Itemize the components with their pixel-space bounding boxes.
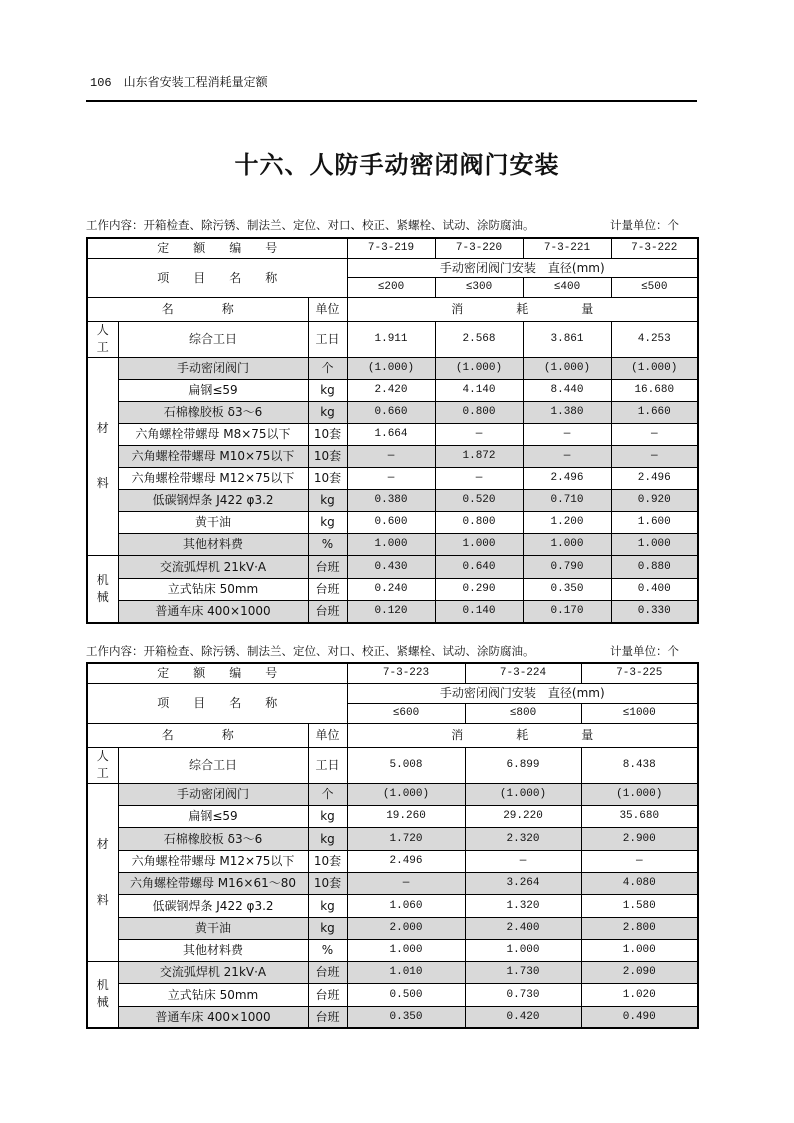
value-cell: 1.600 (611, 511, 698, 533)
quota-code-cell: 7-3-219 (347, 238, 435, 258)
item-name-label: 项目名称 (157, 270, 302, 285)
value-cell: 6.899 (465, 747, 581, 783)
value-cell: 1.010 (347, 961, 465, 983)
value-cell: (1.000) (523, 357, 611, 379)
item-name-cell: 普通车床 400×1000 (118, 1006, 308, 1028)
unit-cell: 个 (308, 783, 347, 805)
table-row (87, 872, 698, 894)
quota-code-label-cell (87, 238, 347, 258)
spec-row (87, 683, 698, 703)
value-cell: 2.000 (347, 917, 465, 939)
value-cell: — (347, 445, 435, 467)
value-cell: 0.240 (347, 578, 435, 600)
table-row (87, 939, 698, 961)
value-cell: 0.290 (435, 578, 523, 600)
quota-code-cell: 7-3-223 (347, 663, 465, 683)
value-cell: — (611, 445, 698, 467)
diameter-cell: ≤400 (523, 277, 611, 297)
unit-cell: 10套 (308, 467, 347, 489)
item-name-cell: 六角螺栓带螺母 M10×75以下 (118, 445, 308, 467)
category-label: 机械 (96, 572, 109, 604)
value-cell: — (581, 850, 698, 872)
quota-table-1 (86, 237, 699, 624)
item-name-cell: 综合工日 (118, 747, 308, 783)
table-row (87, 827, 698, 850)
unit-cell: 台班 (308, 983, 347, 1006)
value-cell: 29.220 (465, 805, 581, 827)
unit-cell: kg (308, 379, 347, 401)
table-row (87, 555, 698, 578)
value-cell: 0.490 (581, 1006, 698, 1028)
value-cell: — (435, 423, 523, 445)
value-cell: 1.380 (523, 401, 611, 423)
value-cell: 0.660 (347, 401, 435, 423)
value-cell: 1.000 (523, 533, 611, 555)
value-cell: 2.400 (465, 917, 581, 939)
item-name-cell: 六角螺栓带螺母 M8×75以下 (118, 423, 308, 445)
item-name-cell: 综合工日 (118, 321, 308, 357)
quota-code-row (87, 238, 698, 258)
value-cell: — (523, 445, 611, 467)
value-cell: 35.680 (581, 805, 698, 827)
value-cell: 2.900 (581, 827, 698, 850)
table-row (87, 423, 698, 445)
value-cell: (1.000) (581, 783, 698, 805)
table-row (87, 747, 698, 783)
table-row (87, 805, 698, 827)
value-cell: 1.000 (347, 939, 465, 961)
item-name-cell: 普通车床 400×1000 (118, 600, 308, 623)
unit-cell: kg (308, 401, 347, 423)
value-cell: 4.080 (581, 872, 698, 894)
unit-cell: 台班 (308, 600, 347, 623)
category-label: 材料 (96, 837, 109, 907)
unit-cell: 10套 (308, 423, 347, 445)
table-row (87, 894, 698, 917)
category-cell-machinery (87, 555, 118, 623)
running-head (90, 74, 268, 91)
value-cell: — (435, 467, 523, 489)
value-cell: 1.580 (581, 894, 698, 917)
unit-cell: % (308, 939, 347, 961)
book-title: 山东省安装工程消耗量定额 (123, 75, 268, 89)
diameter-cell: ≤300 (435, 277, 523, 297)
value-cell: 0.350 (347, 1006, 465, 1028)
quota-code-label-cell (87, 663, 347, 683)
diameter-cell: ≤500 (611, 277, 698, 297)
quota-code-cell: 7-3-221 (523, 238, 611, 258)
table-row (87, 961, 698, 983)
measurement-unit-note: 计量单位：个 (610, 218, 679, 232)
value-cell: 16.680 (611, 379, 698, 401)
value-cell: 1.000 (465, 939, 581, 961)
work-content: 工作内容：开箱检查、除污锈、制法兰、定位、对口、校正、紧螺栓、试动、涂防腐油。 (86, 644, 535, 658)
value-cell: 1.060 (347, 894, 465, 917)
unit-cell: kg (308, 805, 347, 827)
unit-cell: 10套 (308, 850, 347, 872)
value-cell: (1.000) (611, 357, 698, 379)
consumption-header-cell (347, 297, 698, 321)
table-row (87, 600, 698, 623)
spec-cell: 手动密闭阀门安装 直径(mm) (347, 683, 698, 703)
work-content: 工作内容：开箱检查、除污锈、制法兰、定位、对口、校正、紧螺栓、试动、涂防腐油。 (86, 218, 535, 232)
table-row (87, 850, 698, 872)
value-cell: 0.500 (347, 983, 465, 1006)
quota-code-cell: 7-3-222 (611, 238, 698, 258)
table-row (87, 401, 698, 423)
value-cell: 1.000 (347, 533, 435, 555)
item-name-cell: 石棉橡胶板 δ3～6 (118, 401, 308, 423)
name-header-cell (87, 297, 308, 321)
value-cell: 1.664 (347, 423, 435, 445)
quota-code-label: 定额编号 (157, 666, 302, 681)
value-cell: (1.000) (347, 783, 465, 805)
category-label: 人工 (96, 323, 109, 354)
category-cell-materials (87, 357, 118, 555)
value-cell: 1.000 (611, 533, 698, 555)
value-cell: — (523, 423, 611, 445)
value-cell: 4.140 (435, 379, 523, 401)
item-name-cell: 黄干油 (118, 917, 308, 939)
value-cell: 0.400 (611, 578, 698, 600)
value-cell: 0.710 (523, 489, 611, 511)
item-name-cell: 扁钢≤59 (118, 805, 308, 827)
value-cell: — (347, 872, 465, 894)
header-rule (86, 100, 697, 102)
quota-code-cell: 7-3-225 (581, 663, 698, 683)
value-cell: — (611, 423, 698, 445)
unit-cell: kg (308, 489, 347, 511)
table-row (87, 445, 698, 467)
category-label: 机械 (96, 978, 109, 1010)
spec-row (87, 258, 698, 277)
value-cell: 0.520 (435, 489, 523, 511)
value-cell: 2.496 (523, 467, 611, 489)
item-name-cell: 其他材料费 (118, 533, 308, 555)
item-name-cell: 六角螺栓带螺母 M16×61～80 (118, 872, 308, 894)
value-cell: 2.090 (581, 961, 698, 983)
column-header-row (87, 297, 698, 321)
category-label: 人工 (96, 749, 109, 780)
item-name-cell: 立式钻床 50mm (118, 578, 308, 600)
consumption-header: 消耗量 (451, 302, 647, 316)
unit-cell: 工日 (308, 321, 347, 357)
unit-cell: 工日 (308, 747, 347, 783)
item-name-cell: 低碳钢焊条 J422 φ3.2 (118, 489, 308, 511)
table-row (87, 917, 698, 939)
value-cell: 0.350 (523, 578, 611, 600)
unit-cell: kg (308, 894, 347, 917)
item-name-cell: 石棉橡胶板 δ3～6 (118, 827, 308, 850)
unit-cell: 台班 (308, 578, 347, 600)
quota-table-2 (86, 662, 699, 1029)
value-cell: 0.380 (347, 489, 435, 511)
unit-header-cell: 单位 (308, 723, 347, 747)
value-cell: 2.320 (465, 827, 581, 850)
value-cell: (1.000) (347, 357, 435, 379)
category-cell-materials (87, 783, 118, 961)
measurement-unit-note: 计量单位：个 (610, 644, 679, 658)
quota-code-label: 定额编号 (157, 241, 302, 256)
quota-code-cell: 7-3-224 (465, 663, 581, 683)
unit-cell: 10套 (308, 445, 347, 467)
item-name-label-cell (87, 683, 347, 723)
value-cell: 3.861 (523, 321, 611, 357)
value-cell: 1.872 (435, 445, 523, 467)
item-name-cell: 黄干油 (118, 511, 308, 533)
unit-cell: kg (308, 511, 347, 533)
value-cell: 1.720 (347, 827, 465, 850)
item-name-cell: 其他材料费 (118, 939, 308, 961)
value-cell: 1.660 (611, 401, 698, 423)
table-row (87, 511, 698, 533)
value-cell: 1.320 (465, 894, 581, 917)
value-cell: (1.000) (465, 783, 581, 805)
value-cell: 2.420 (347, 379, 435, 401)
value-cell: 0.800 (435, 401, 523, 423)
item-name-cell: 低碳钢焊条 J422 φ3.2 (118, 894, 308, 917)
value-cell: 0.880 (611, 555, 698, 578)
column-header-row (87, 723, 698, 747)
item-name-cell: 手动密闭阀门 (118, 357, 308, 379)
name-header-cell (87, 723, 308, 747)
unit-cell: 台班 (308, 555, 347, 578)
table-row (87, 321, 698, 357)
item-name-cell: 扁钢≤59 (118, 379, 308, 401)
unit-cell: kg (308, 917, 347, 939)
value-cell: 0.120 (347, 600, 435, 623)
value-cell: 2.568 (435, 321, 523, 357)
item-name-label-cell (87, 258, 347, 297)
table-row (87, 357, 698, 379)
value-cell: 0.640 (435, 555, 523, 578)
unit-cell: 台班 (308, 961, 347, 983)
value-cell: 0.790 (523, 555, 611, 578)
category-cell-machinery (87, 961, 118, 1028)
unit-header-cell: 单位 (308, 297, 347, 321)
value-cell: — (347, 467, 435, 489)
value-cell: 1.020 (581, 983, 698, 1006)
category-cell-labor (87, 321, 118, 357)
value-cell: 1.000 (581, 939, 698, 961)
value-cell: 5.008 (347, 747, 465, 783)
table-row (87, 783, 698, 805)
page-number: 106 (90, 76, 112, 90)
value-cell: 1.000 (435, 533, 523, 555)
value-cell: 2.496 (347, 850, 465, 872)
item-name-cell: 六角螺栓带螺母 M12×75以下 (118, 467, 308, 489)
item-name-cell: 交流弧焊机 21kV·A (118, 961, 308, 983)
name-header: 名称 (161, 728, 282, 742)
table-row (87, 983, 698, 1006)
unit-cell: % (308, 533, 347, 555)
consumption-header: 消耗量 (451, 728, 647, 742)
value-cell: 2.496 (611, 467, 698, 489)
value-cell: 0.140 (435, 600, 523, 623)
consumption-header-cell (347, 723, 698, 747)
value-cell: 0.330 (611, 600, 698, 623)
value-cell: 8.440 (523, 379, 611, 401)
value-cell: (1.000) (435, 357, 523, 379)
quota-code-row (87, 663, 698, 683)
item-name-cell: 交流弧焊机 21kV·A (118, 555, 308, 578)
diameter-cell: ≤200 (347, 277, 435, 297)
name-header: 名称 (161, 302, 282, 316)
category-label: 材料 (96, 421, 109, 490)
value-cell: 3.264 (465, 872, 581, 894)
value-cell: 0.600 (347, 511, 435, 533)
table-row (87, 578, 698, 600)
quota-code-cell: 7-3-220 (435, 238, 523, 258)
table-row (87, 379, 698, 401)
value-cell: 1.200 (523, 511, 611, 533)
value-cell: 8.438 (581, 747, 698, 783)
value-cell: 4.253 (611, 321, 698, 357)
item-name-cell: 手动密闭阀门 (118, 783, 308, 805)
value-cell: 0.170 (523, 600, 611, 623)
item-name-cell: 立式钻床 50mm (118, 983, 308, 1006)
value-cell: — (465, 850, 581, 872)
value-cell: 0.430 (347, 555, 435, 578)
spec-cell: 手动密闭阀门安装 直径(mm) (347, 258, 698, 277)
table-row (87, 489, 698, 511)
item-name-cell: 六角螺栓带螺母 M12×75以下 (118, 850, 308, 872)
table-row (87, 467, 698, 489)
item-name-label: 项目名称 (157, 696, 302, 710)
value-cell: 0.730 (465, 983, 581, 1006)
unit-cell: kg (308, 827, 347, 850)
table-row (87, 1006, 698, 1028)
value-cell: 0.920 (611, 489, 698, 511)
value-cell: 19.260 (347, 805, 465, 827)
value-cell: 1.730 (465, 961, 581, 983)
diameter-cell: ≤1000 (581, 703, 698, 723)
diameter-cell: ≤600 (347, 703, 465, 723)
category-cell-labor (87, 747, 118, 783)
value-cell: 0.420 (465, 1006, 581, 1028)
unit-cell: 个 (308, 357, 347, 379)
unit-cell: 台班 (308, 1006, 347, 1028)
diameter-cell: ≤800 (465, 703, 581, 723)
value-cell: 0.800 (435, 511, 523, 533)
table-row (87, 533, 698, 555)
value-cell: 1.911 (347, 321, 435, 357)
unit-cell: 10套 (308, 872, 347, 894)
page-title: 十六、人防手动密闭阀门安装 (234, 151, 560, 179)
value-cell: 2.800 (581, 917, 698, 939)
